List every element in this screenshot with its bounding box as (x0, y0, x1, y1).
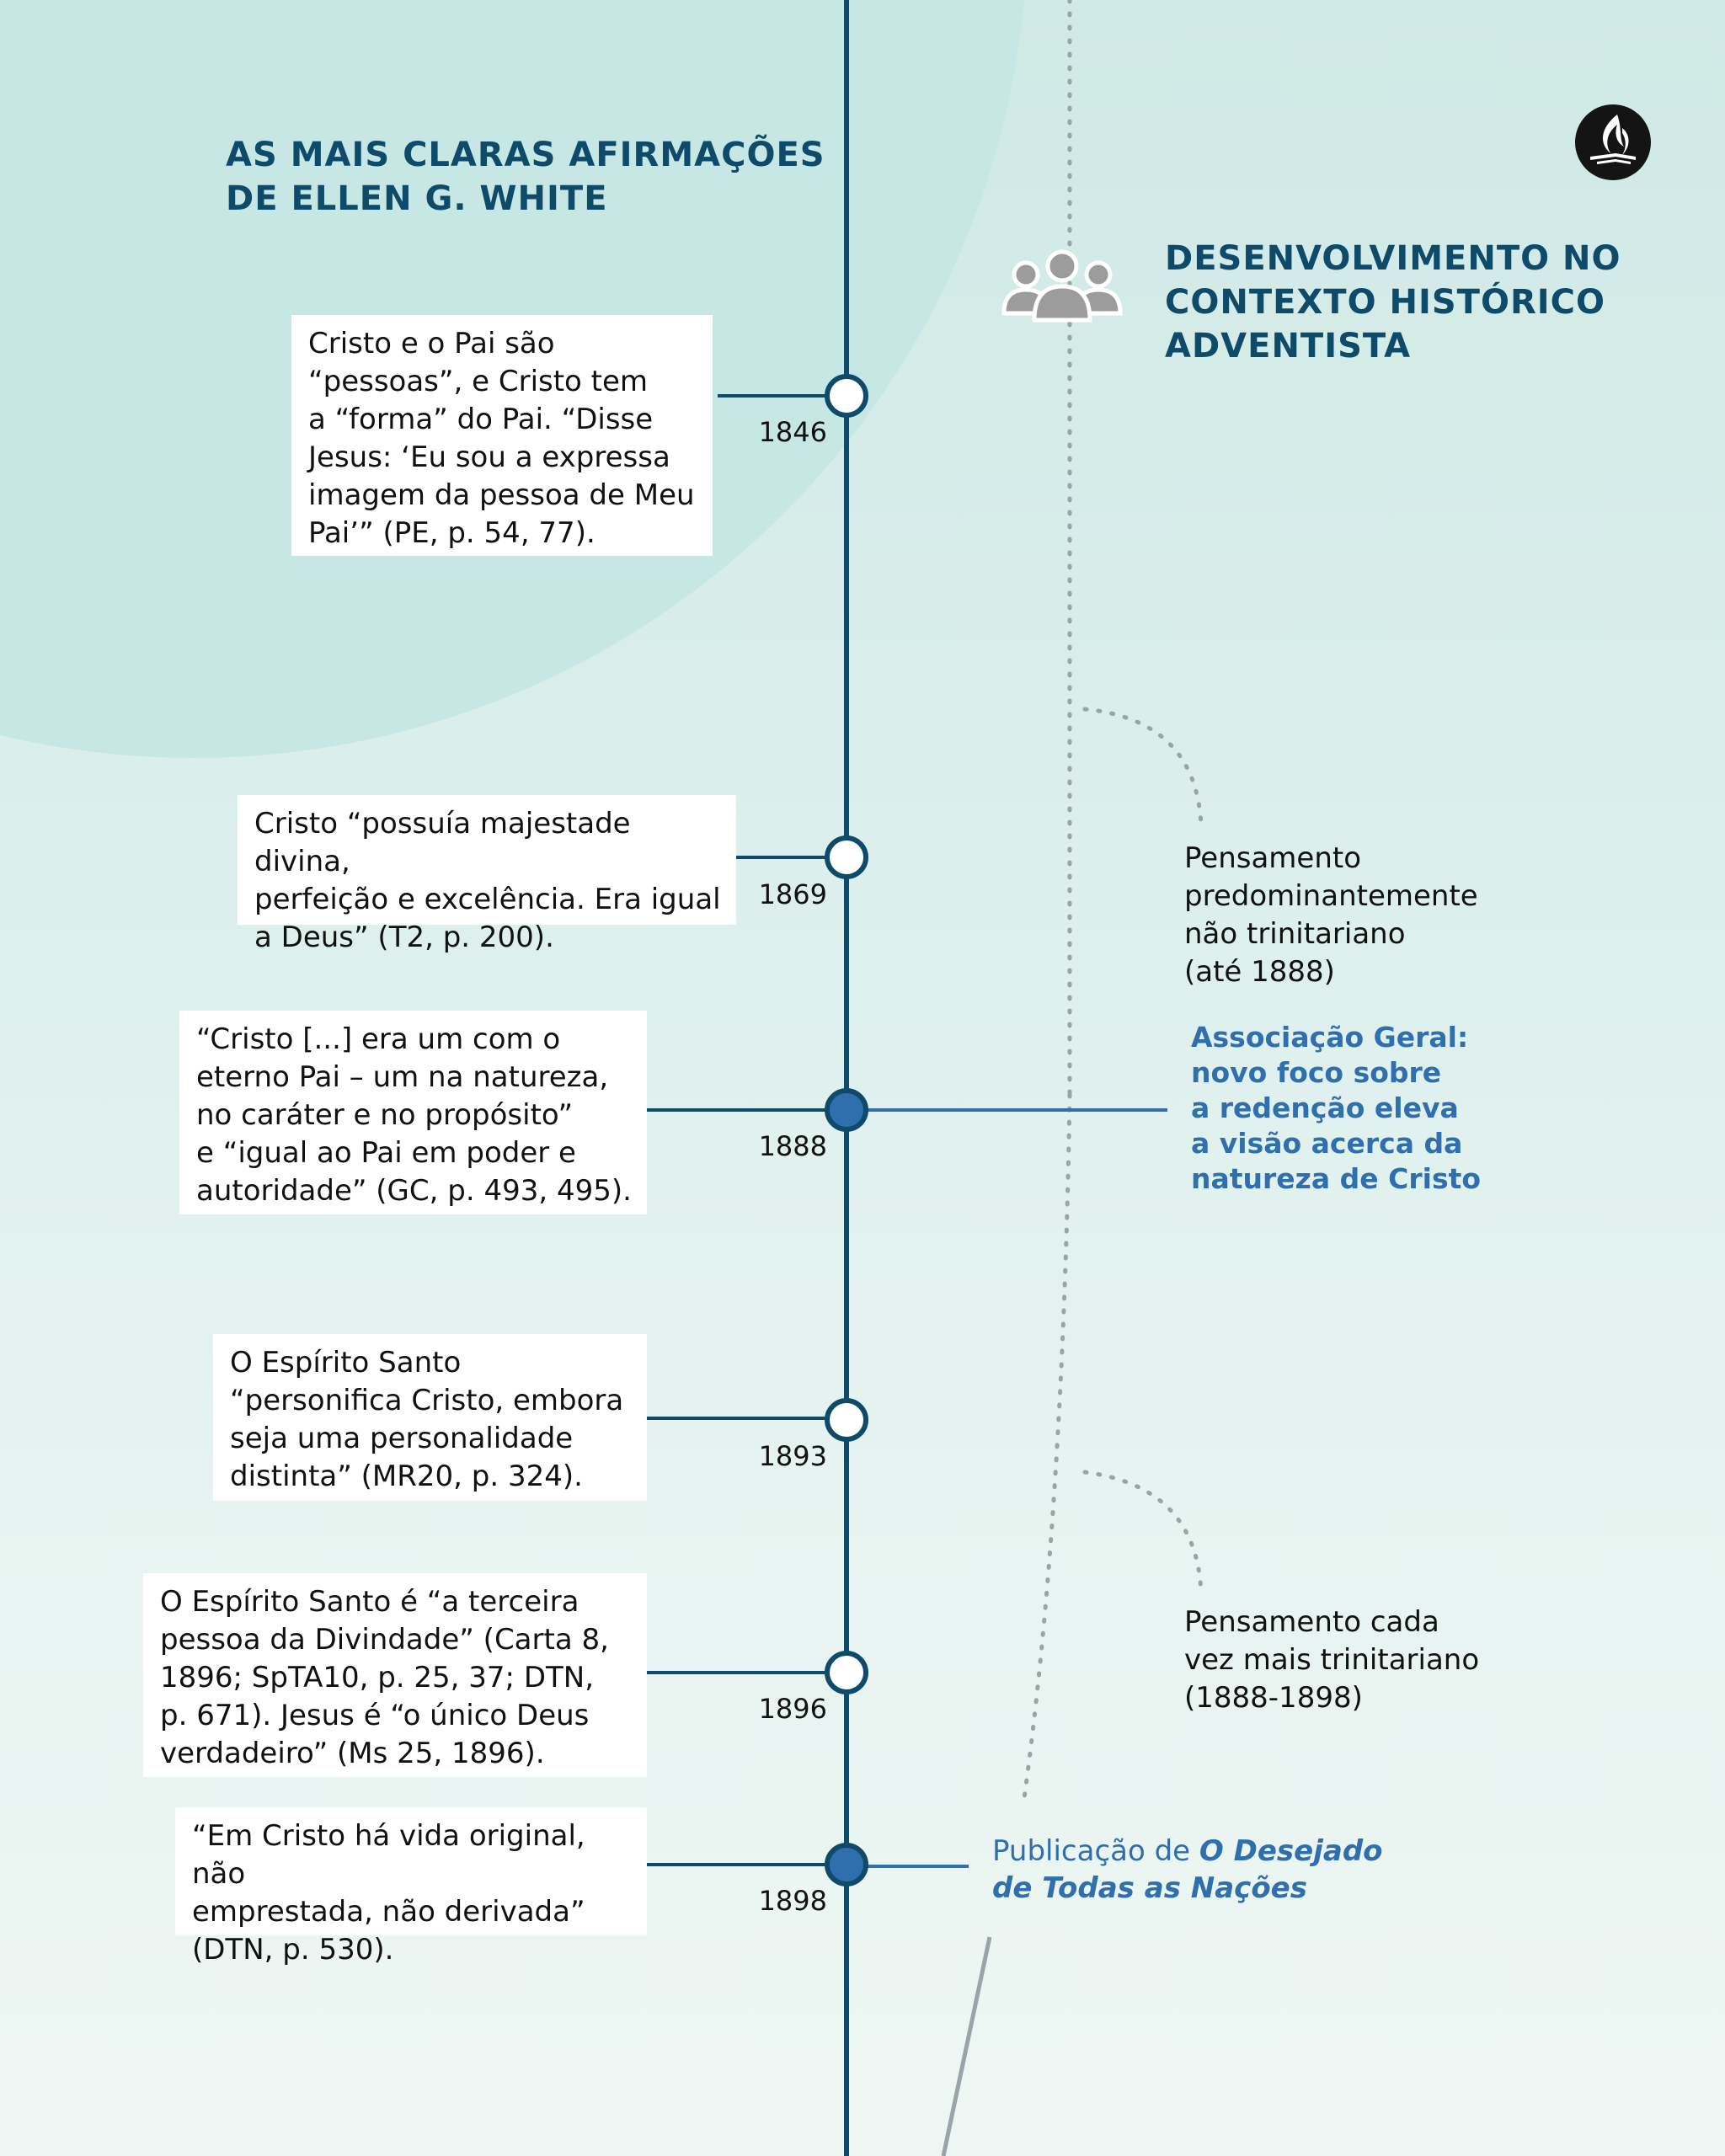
quote-box-1869: Cristo “possuía majestade divina, perfeição e excelência. Era igual a Deus” (T2, p. 200). (238, 795, 736, 925)
node-1898 (827, 1845, 866, 1884)
left-heading: AS MAIS CLARAS AFIRMAÇÕES DE ELLEN G. WHITE (226, 136, 825, 218)
church-logo-icon (1575, 104, 1651, 180)
year-label-1893: 1893 (758, 1440, 827, 1472)
node-1846 (827, 376, 866, 415)
quote-box-1898: “Em Cristo há vida original, não emprestada, não derivada” (DTN, p. 530). (175, 1807, 647, 1935)
quote-box-1896: O Espírito Santo é “a terceira pessoa da Divindade” (Carta 8, 1896; SpTA10, p. 25, 37; DTN, p. 671). Jesus é “o único Deus verdadeiro” (Ms 25, 1896). (143, 1573, 647, 1777)
year-label-1898: 1898 (758, 1885, 827, 1917)
note-trinitarian: Pensamento cada vez mais trinitariano (1888-1898) (1184, 1605, 1480, 1715)
publication-prefix: Publicação de (992, 1834, 1199, 1868)
publication-title-line1: O Desejado (1199, 1834, 1383, 1868)
year-label-1846: 1846 (758, 416, 827, 448)
node-1893 (827, 1401, 866, 1439)
dotted-curve-1 (1085, 709, 1201, 825)
year-label-1869: 1869 (758, 878, 827, 910)
quote-box-1888: “Cristo [...] era um com o eterno Pai – um na natureza, no caráter e no propósito” e “igual ao Pai em poder e autoridade” (GC, p. 493, 495). (179, 1011, 647, 1214)
people-group-icon (999, 246, 1125, 330)
context-dotted-line-lower (1024, 1095, 1070, 1798)
right-heading: DESENVOLVIMENTO NO CONTEXTO HISTÓRICO ADVENTISTA (1165, 239, 1621, 366)
node-1888 (827, 1091, 866, 1129)
node-1896 (827, 1653, 866, 1692)
note-general-conference: Associação Geral: novo foco sobre a redenção eleva a visão acerca da natureza de Cristo (1191, 1021, 1482, 1195)
node-1869 (827, 838, 866, 877)
quote-box-1893: O Espírito Santo “personifica Cristo, embora seja uma personalidade distinta” (MR20, p. 324). (213, 1334, 647, 1501)
quote-box-1846: Cristo e o Pai são “pessoas”, e Cristo tem a “forma” do Pai. “Disse Jesus: ‘Eu sou a expressa imagem da pessoa de Meu Pai’” (PE, p. 54, 77). (291, 315, 713, 556)
year-label-1888: 1888 (758, 1130, 827, 1162)
publication-title-line2: de Todas as Nações (992, 1871, 1307, 1905)
note-publication (992, 1833, 1383, 1907)
dotted-curve-2 (1085, 1472, 1201, 1592)
year-label-1896: 1896 (758, 1693, 827, 1725)
grey-connector-line (943, 1937, 990, 2156)
note-non-trinitarian: Pensamento predominantemente não trinitariano (até 1888) (1184, 841, 1478, 989)
